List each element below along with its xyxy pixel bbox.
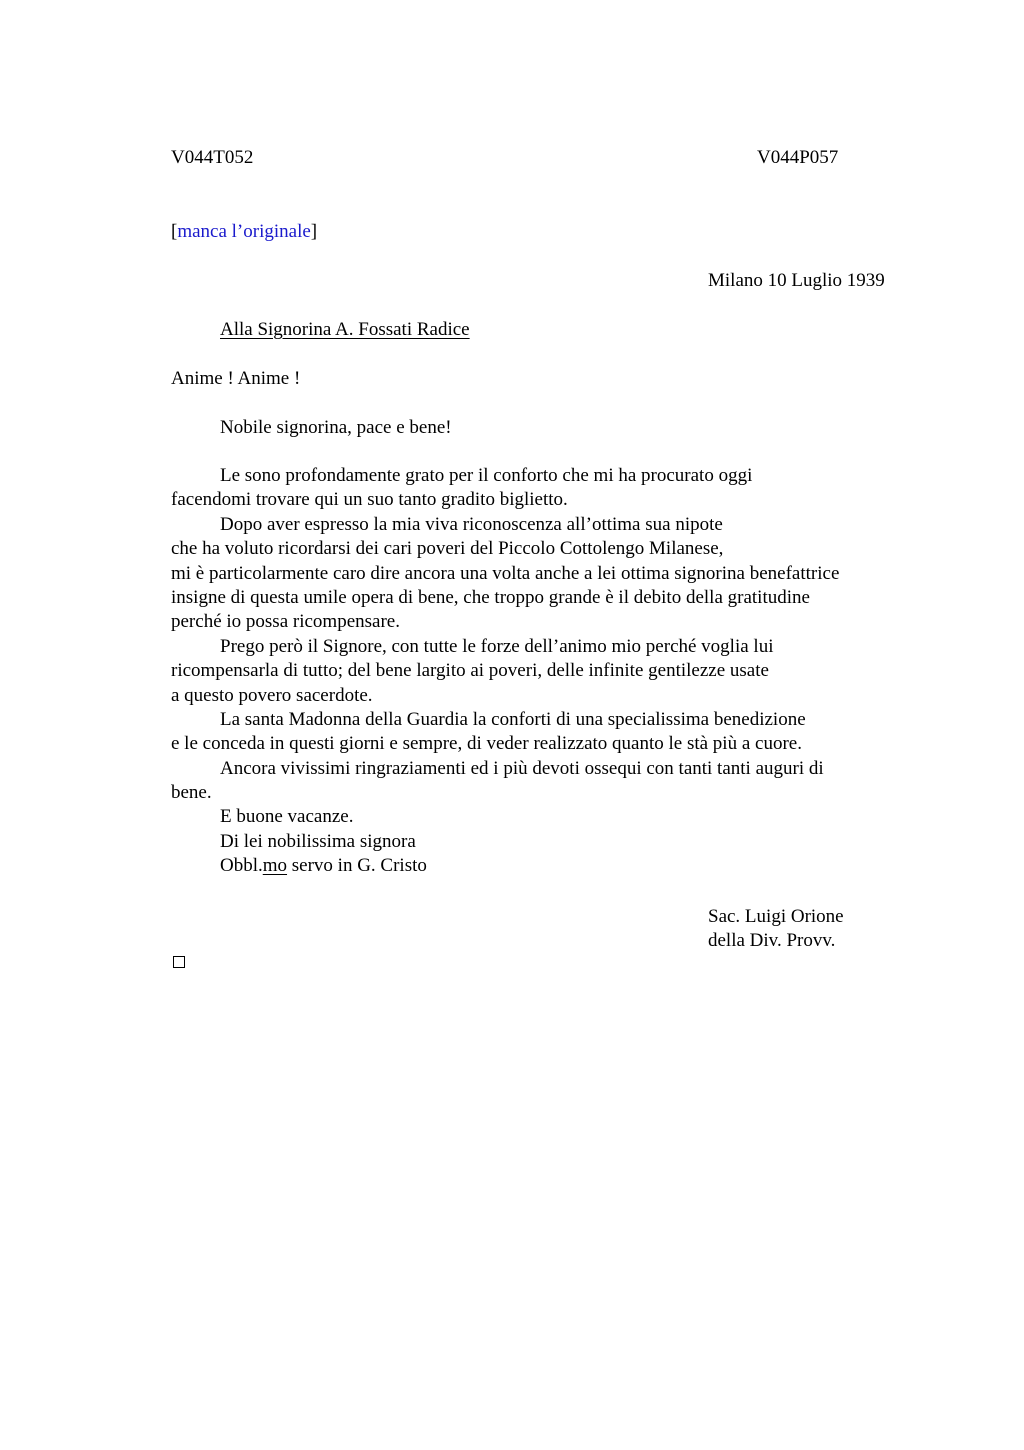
signature-name: Sac. Luigi Orione bbox=[708, 906, 844, 927]
body-line: che ha voluto ricordarsi dei cari poveri del Piccolo Cottolengo Milanese, bbox=[171, 538, 724, 560]
body-line: e le conceda in questi giorni e sempre, di veder realizzato quanto le stà più a cuore. bbox=[171, 733, 802, 755]
addressee: Alla Signorina A. Fossati Radice bbox=[220, 319, 470, 340]
document-code-right: V044P057 bbox=[757, 147, 839, 168]
closing-abbreviation: mo bbox=[262, 855, 288, 877]
body-line: Di lei nobilissima signora bbox=[220, 830, 416, 852]
note-close-bracket: ] bbox=[310, 221, 318, 242]
body-line: La santa Madonna della Guardia la conforti di una specialissima benedizione bbox=[220, 708, 806, 730]
signature-title: della Div. Provv. bbox=[708, 930, 836, 951]
body-line: facendomi trovare qui un suo tanto gradito biglietto. bbox=[171, 489, 568, 511]
body-line: a questo povero sacerdote. bbox=[171, 684, 373, 706]
document-code-left: V044T052 bbox=[171, 147, 254, 168]
note-link[interactable]: manca l’originale bbox=[177, 221, 311, 242]
greeting: Nobile signorina, pace e bene! bbox=[220, 417, 452, 438]
letter-body bbox=[171, 464, 911, 879]
body-line: insigne di questa umile opera di bene, che troppo grande è il debito della gratitudine bbox=[171, 586, 810, 608]
motto: Anime ! Anime ! bbox=[171, 368, 301, 389]
body-line: E buone vacanze. bbox=[220, 806, 354, 828]
end-box-icon bbox=[173, 956, 185, 968]
body-line: Le sono profondamente grato per il conforto che mi ha procurato oggi bbox=[220, 465, 753, 486]
note-open-bracket: [ bbox=[171, 221, 178, 242]
closing-line bbox=[171, 854, 911, 878]
closing-prefix: Obbl. bbox=[220, 855, 263, 877]
closing-suffix: servo in G. Cristo bbox=[287, 855, 427, 877]
body-line: Prego però il Signore, con tutte le forze dell’animo mio perché voglia lui bbox=[220, 635, 774, 657]
body-line: Dopo aver espresso la mia viva riconoscenza all’ottima sua nipote bbox=[220, 513, 723, 535]
body-line: perché io possa ricompensare. bbox=[171, 611, 400, 633]
editorial-note bbox=[171, 220, 317, 244]
date-line: Milano 10 Luglio 1939 bbox=[708, 270, 885, 291]
body-line: bene. bbox=[171, 782, 212, 804]
body-line: Ancora vivissimi ringraziamenti ed i più devoti ossequi con tanti tanti auguri di bbox=[220, 757, 824, 779]
body-line: ricompensarla di tutto; del bene largito ai poveri, delle infinite gentilezze usate bbox=[171, 660, 769, 682]
body-line: mi è particolarmente caro dire ancora una volta anche a lei ottima signorina benefattrice bbox=[171, 562, 840, 584]
